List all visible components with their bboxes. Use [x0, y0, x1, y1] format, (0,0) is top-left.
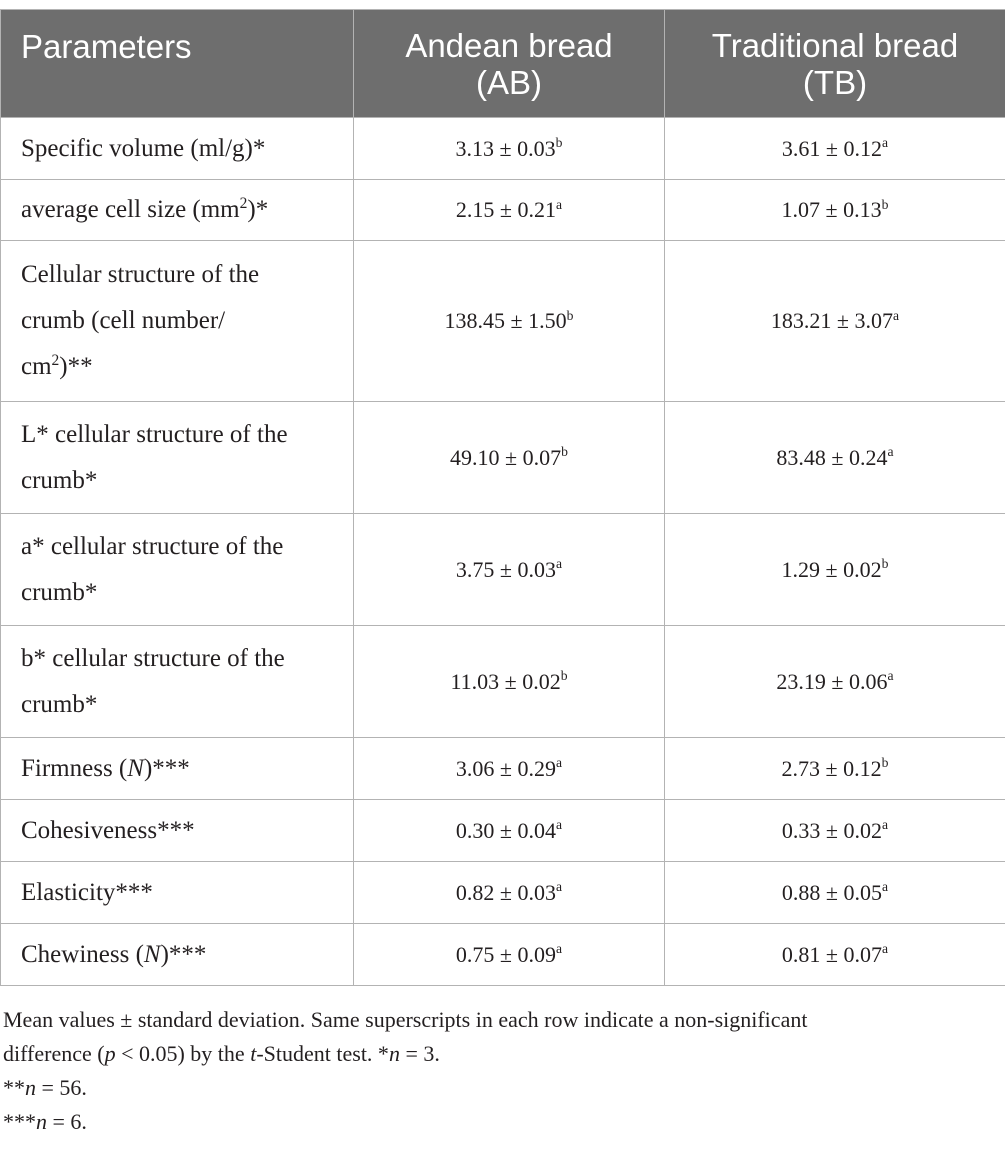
- param-label: L* cellular structure of the: [21, 420, 288, 448]
- param-label: Specific volume (ml/g)*: [21, 134, 266, 162]
- table-row: [1, 514, 1005, 626]
- ab-value-cell: [354, 924, 665, 986]
- param-label-suffix: )***: [143, 754, 190, 782]
- param-cell: [1, 118, 354, 180]
- footnote-italic: t: [250, 1041, 257, 1066]
- table-row: [1, 402, 1005, 514]
- table-row: [1, 241, 1005, 402]
- tb-value: 0.81 ± 0.07: [781, 941, 882, 967]
- tb-value: 0.88 ± 0.05: [781, 879, 882, 905]
- tb-superscript: b: [881, 755, 889, 771]
- ab-value: 3.06 ± 0.29: [455, 755, 556, 781]
- param-label: Cellular structure of the: [21, 261, 260, 288]
- param-cell: [1, 800, 354, 862]
- tb-value-cell: [665, 626, 1005, 738]
- param-label: average cell size (mm: [21, 196, 240, 223]
- footnote-line-1: [3, 1003, 998, 1037]
- tb-value: 83.48 ± 0.24: [776, 444, 888, 470]
- tb-value-cell: [665, 738, 1005, 800]
- ab-superscript: a: [556, 941, 563, 957]
- param-label-suffix: )**: [59, 353, 93, 380]
- footnote-italic: p: [104, 1041, 116, 1066]
- header-andean-bread: [354, 10, 665, 118]
- param-unit: N: [143, 940, 161, 968]
- tb-value-cell: [665, 862, 1005, 924]
- ab-value: 0.30 ± 0.04: [455, 817, 556, 843]
- header-parameters-label: Parameters: [21, 28, 192, 65]
- header-traditional-bread: [665, 10, 1005, 118]
- results-table: [0, 9, 1005, 986]
- ab-superscript: a: [556, 755, 563, 771]
- tb-value: 1.29 ± 0.02: [781, 556, 882, 582]
- tb-superscript: a: [882, 879, 889, 895]
- table-row: [1, 924, 1005, 986]
- tb-superscript: b: [881, 556, 889, 572]
- footnote-italic: n: [36, 1109, 47, 1134]
- header-parameters: [1, 10, 354, 118]
- ab-superscript: b: [561, 444, 568, 460]
- table-row: [1, 180, 1005, 241]
- param-label-line2: crumb*: [21, 578, 98, 606]
- ab-superscript: a: [556, 556, 563, 572]
- header-ab-line2: (AB): [476, 63, 542, 101]
- table-row: [1, 118, 1005, 180]
- table-row: [1, 862, 1005, 924]
- ab-value: 3.13 ± 0.03: [455, 135, 556, 161]
- ab-value: 3.75 ± 0.03: [455, 556, 556, 582]
- table-header-row: [1, 10, 1005, 118]
- param-cell: [1, 402, 354, 514]
- tb-value-cell: [665, 402, 1005, 514]
- tb-value: 183.21 ± 3.07: [770, 308, 893, 333]
- footnote-line-4: [3, 1105, 998, 1139]
- footnote-italic: n: [388, 1041, 400, 1066]
- ab-superscript: a: [556, 196, 563, 212]
- table-row: [1, 738, 1005, 800]
- tb-value-cell: [665, 180, 1005, 241]
- tb-value: 2.73 ± 0.12: [781, 755, 882, 781]
- tb-superscript: a: [882, 817, 889, 833]
- ab-value-cell: [354, 514, 665, 626]
- tb-value: 1.07 ± 0.13: [781, 197, 882, 222]
- param-unit: N: [127, 754, 144, 782]
- footnote-text: ***: [3, 1109, 36, 1134]
- tb-value-cell: [665, 241, 1005, 402]
- footnote-text: difference (: [3, 1041, 105, 1066]
- footnote-italic: n: [25, 1075, 36, 1100]
- param-cell: [1, 626, 354, 738]
- footnote-text: Mean values ± standard deviation. Same superscripts in each row indicate a non-significant: [3, 1007, 808, 1032]
- footnote-text: = 56.: [36, 1075, 87, 1100]
- ab-value-cell: [354, 180, 665, 241]
- tb-value: 23.19 ± 0.06: [776, 668, 888, 694]
- ab-value-cell: [354, 402, 665, 514]
- tb-superscript: a: [882, 135, 889, 151]
- ab-value-cell: [354, 862, 665, 924]
- param-label-line2: crumb (cell number/: [21, 307, 226, 334]
- param-label-line2: crumb*: [21, 690, 98, 718]
- ab-value-cell: [354, 118, 665, 180]
- tb-superscript: a: [887, 668, 894, 684]
- ab-value-cell: [354, 626, 665, 738]
- tb-superscript: b: [881, 196, 889, 212]
- ab-value-cell: [354, 241, 665, 402]
- ab-value-cell: [354, 800, 665, 862]
- param-cell: [1, 180, 354, 241]
- ab-value: 0.82 ± 0.03: [455, 879, 556, 905]
- ab-superscript: b: [566, 307, 574, 323]
- tb-value: 3.61 ± 0.12: [781, 135, 882, 161]
- ab-superscript: a: [556, 879, 563, 895]
- tb-value-cell: [665, 924, 1005, 986]
- ab-superscript: a: [556, 817, 563, 833]
- footnote-text: -Student test. *: [256, 1041, 389, 1066]
- ab-value: 2.15 ± 0.21: [455, 197, 556, 222]
- param-label-suffix: )*: [247, 196, 269, 223]
- ab-value: 138.45 ± 1.50: [444, 308, 567, 333]
- table-footnotes: [3, 1003, 998, 1139]
- tb-value-cell: [665, 800, 1005, 862]
- param-cell: [1, 862, 354, 924]
- param-label-line2: crumb*: [21, 466, 98, 494]
- param-label-line3: cm: [21, 353, 52, 380]
- header-ab-line1: Andean bread: [405, 26, 613, 64]
- footnote-line-3: [3, 1071, 998, 1105]
- param-superscript: 2: [239, 194, 248, 212]
- param-cell: [1, 738, 354, 800]
- param-label: Firmness (: [21, 754, 128, 782]
- ab-value: 49.10 ± 0.07: [450, 444, 562, 470]
- param-label-suffix: )***: [160, 940, 207, 968]
- ab-value: 11.03 ± 0.02: [450, 668, 561, 694]
- footnote-text: = 6.: [47, 1109, 87, 1134]
- param-cell: [1, 514, 354, 626]
- param-label: b* cellular structure of the: [21, 644, 285, 672]
- ab-value-cell: [354, 738, 665, 800]
- param-cell: [1, 241, 354, 402]
- tb-value: 0.33 ± 0.02: [781, 817, 882, 843]
- footnote-text: = 3.: [399, 1041, 440, 1066]
- ab-superscript: b: [560, 668, 568, 684]
- tb-superscript: a: [887, 444, 894, 460]
- param-label: Cohesiveness***: [21, 816, 195, 844]
- param-label: Elasticity***: [21, 878, 153, 906]
- param-cell: [1, 924, 354, 986]
- header-tb-line2: (TB): [802, 63, 868, 101]
- param-superscript: 2: [51, 351, 60, 369]
- table-row: [1, 626, 1005, 738]
- footnote-text: **: [3, 1075, 25, 1100]
- footnote-text: < 0.05) by the: [115, 1041, 251, 1066]
- table-row: [1, 800, 1005, 862]
- tb-value-cell: [665, 118, 1005, 180]
- tb-superscript: a: [882, 941, 889, 957]
- header-tb-line1: Traditional bread: [711, 26, 959, 64]
- tb-superscript: a: [893, 307, 900, 323]
- ab-value: 0.75 ± 0.09: [455, 941, 556, 967]
- footnote-line-2: [3, 1037, 998, 1071]
- ab-superscript: b: [555, 135, 563, 151]
- param-label: a* cellular structure of the: [21, 532, 284, 560]
- param-label: Chewiness (: [21, 940, 144, 968]
- tb-value-cell: [665, 514, 1005, 626]
